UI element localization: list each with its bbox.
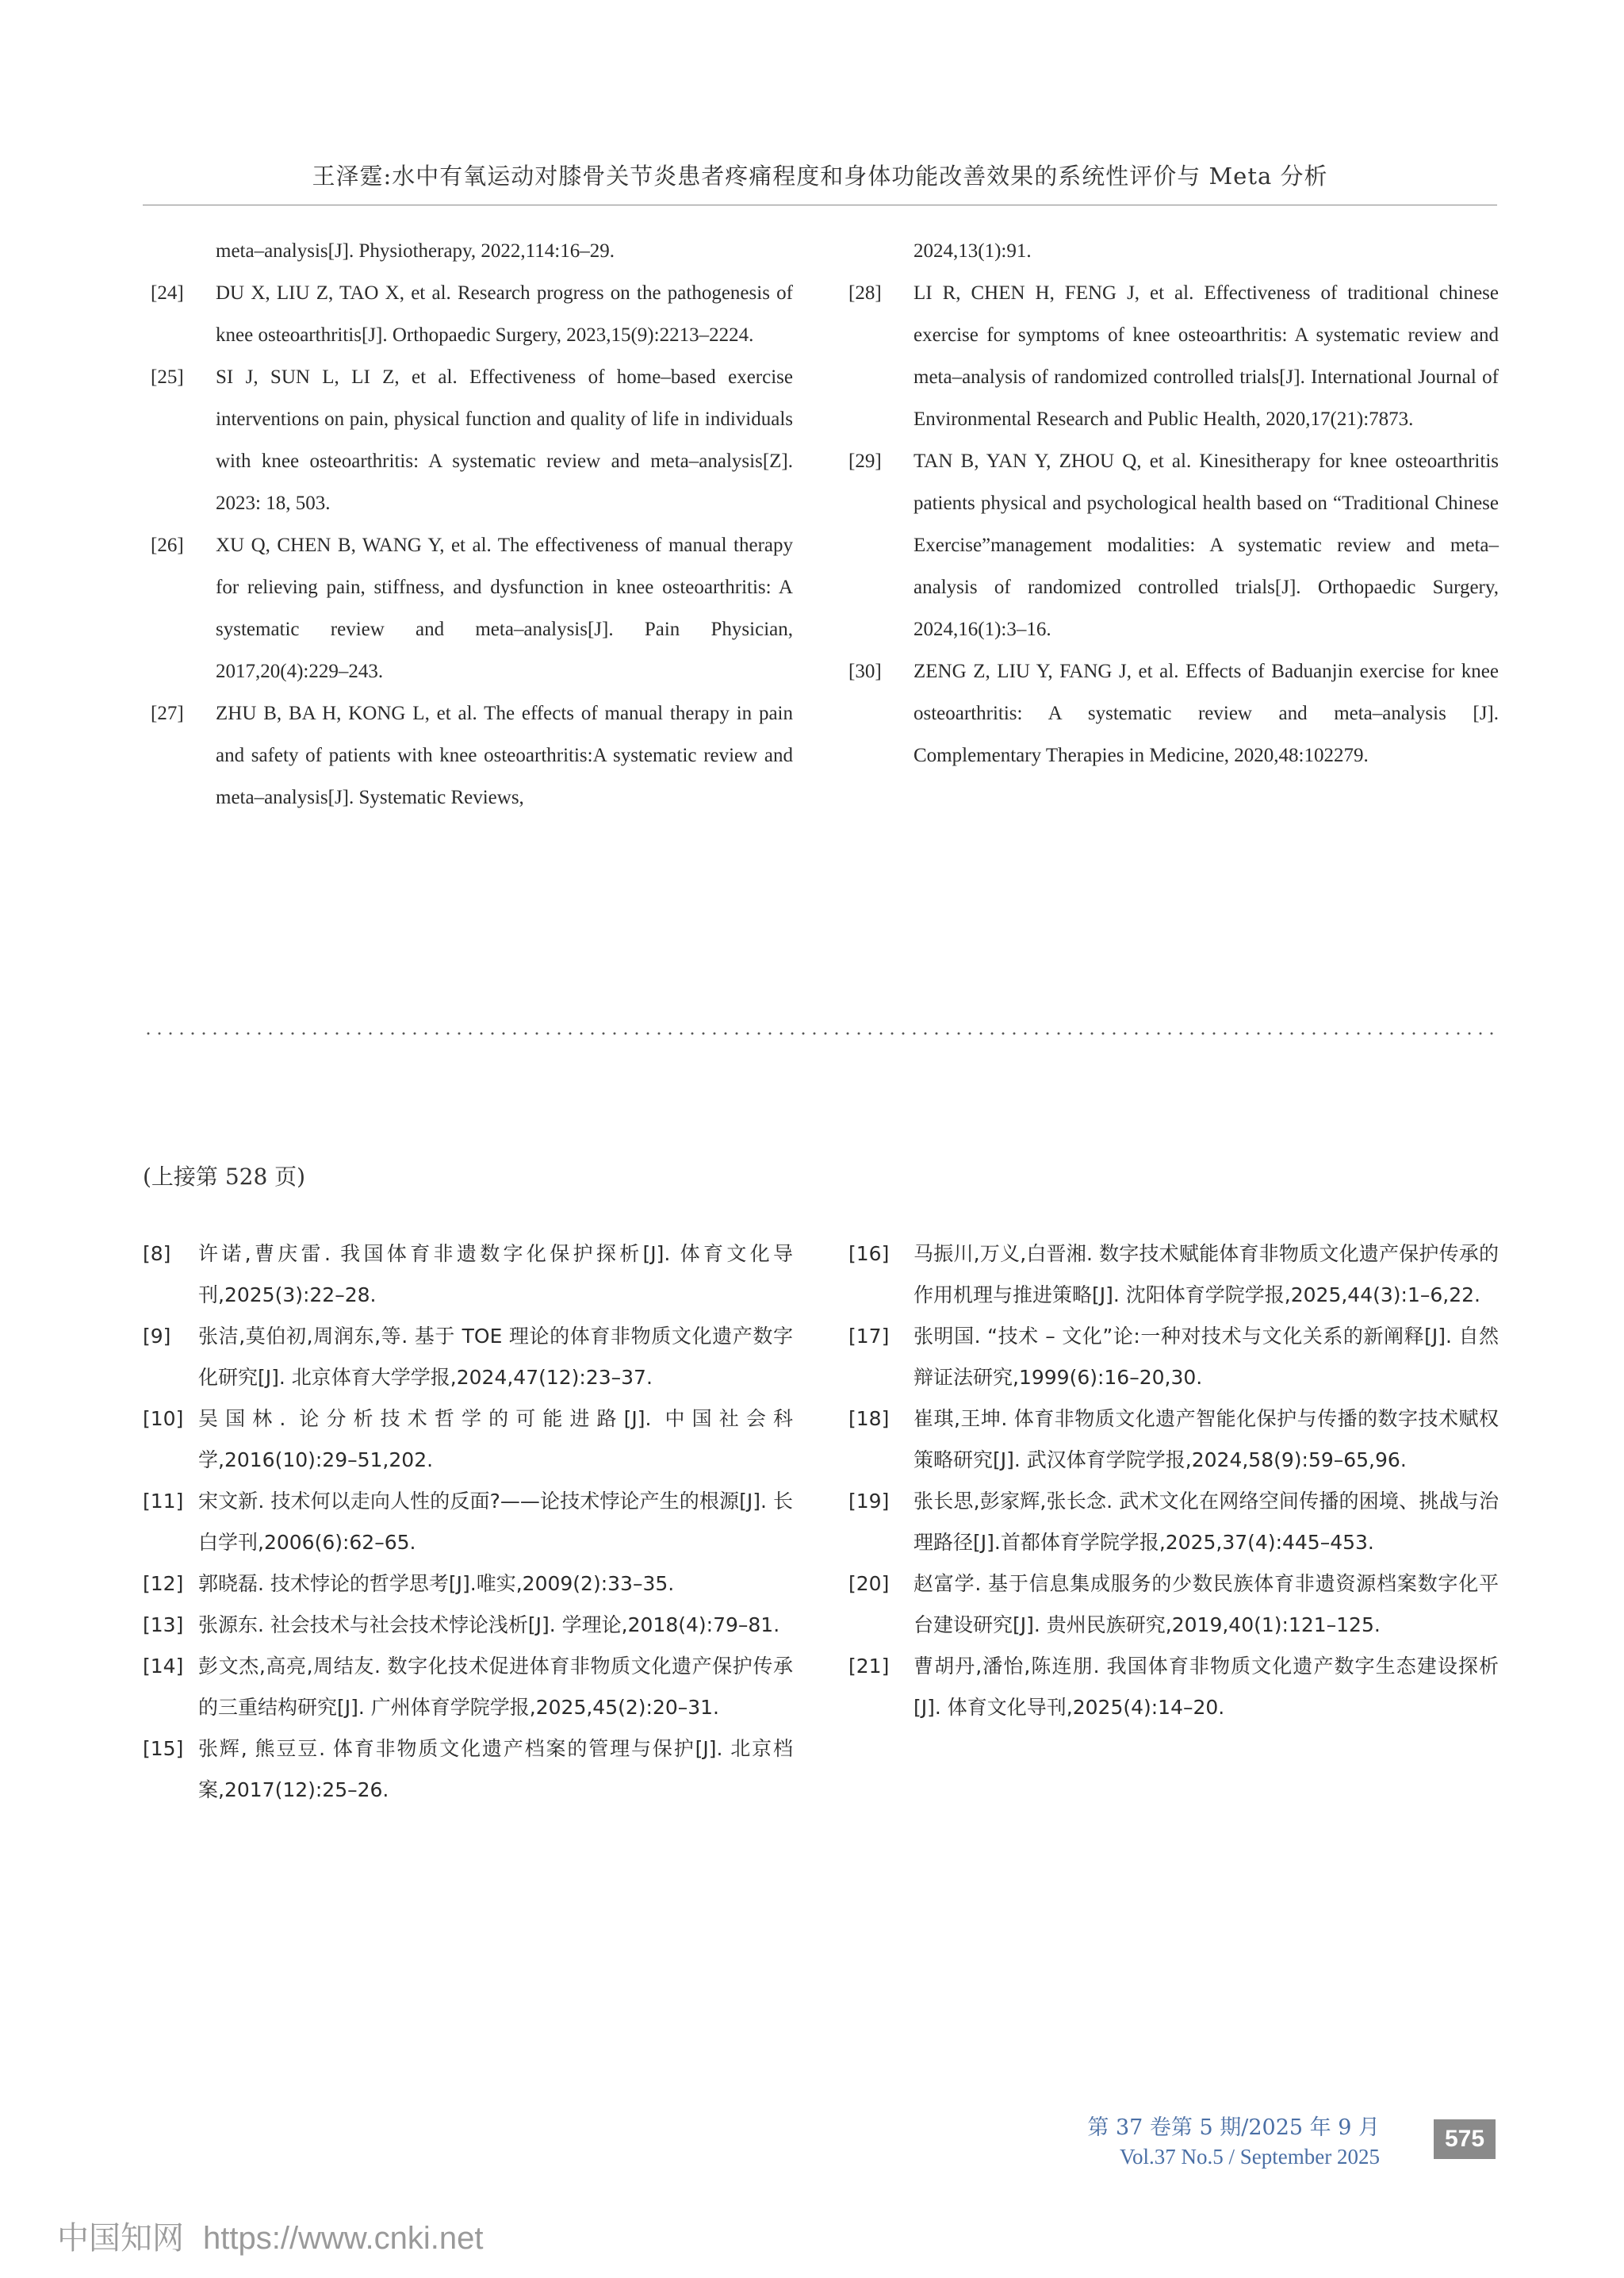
reference-text: 许诺,曹庆雷. 我国体育非遗数字化保护探析[J]. 体育文化导刊,2025(3):22–28. <box>198 1242 793 1306</box>
reference-item <box>143 1316 793 1398</box>
reference-text: 郭晓磊. 技术悖论的哲学思考[J].唯实,2009(2):33–35. <box>198 1572 675 1595</box>
reference-number: [25] <box>151 366 184 388</box>
reference-item <box>848 1646 1499 1728</box>
page-number: 575 <box>1434 2119 1496 2159</box>
reference-number: [21] <box>848 1655 890 1678</box>
watermark-brand: 中国知网 <box>57 2220 184 2257</box>
reference-number: [13] <box>143 1613 184 1636</box>
reference-number: [30] <box>848 661 882 682</box>
reference-item <box>848 1316 1499 1398</box>
reference-text: 张洁,莫伯初,周润东,等. 基于 TOE 理论的体育非物质文化遗产数字化研究[J]. 北京体育大学学报,2024,47(12):23–37. <box>198 1325 793 1389</box>
reference-item <box>151 356 793 524</box>
reference-text: 张源东. 社会技术与社会技术悖论浅析[J]. 学理论,2018(4):79–81. <box>198 1613 780 1636</box>
reference-text: ZHU B, BA H, KONG L, et al. The effects of manual therapy in pain and safety of patients with knee osteoarthritis:A systematic review and meta–analysis[J]. Systematic Reviews, <box>216 703 793 808</box>
reference-item <box>848 230 1499 272</box>
references-bottom-right <box>848 1233 1499 1728</box>
reference-number: [15] <box>143 1737 184 1760</box>
reference-number: [27] <box>151 703 184 724</box>
reference-number: [26] <box>151 535 184 556</box>
reference-number: [29] <box>848 451 882 472</box>
reference-text: DU X, LIU Z, TAO X, et al. Research progress on the pathogenesis of knee osteoarthritis[J]. Orthopaedic Surgery, 2023,15(9):2213–2224. <box>216 282 793 346</box>
reference-text: 马振川,万义,白晋湘. 数字技术赋能体育非物质文化遗产保护传承的作用机理与推进策略[J]. 沈阳体育学院学报,2025,44(3):1–6,22. <box>914 1242 1499 1306</box>
reference-item <box>151 692 793 819</box>
reference-text: 彭文杰,高亮,周结友. 数字化技术促进体育非物质文化遗产保护传承的三重结构研究[J]. 广州体育学院学报,2025,45(2):20–31. <box>198 1655 793 1719</box>
reference-text: 吴国林. 论分析技术哲学的可能进路[J]. 中国社会科学,2016(10):29–51,202. <box>198 1407 793 1471</box>
reference-number: [28] <box>848 282 882 304</box>
reference-number: [20] <box>848 1572 890 1595</box>
reference-item <box>143 1563 793 1605</box>
reference-number: [10] <box>143 1407 184 1430</box>
issue-info-chinese: 第 37 卷第 5 期/2025 年 9 月 <box>1087 2115 1380 2140</box>
reference-text: TAN B, YAN Y, ZHOU Q, et al. Kinesitherapy for knee osteoarthritis patients physical and psychological health based on “Traditional Chinese Exercise”management modalities: A systematic review and meta–analysis of randomized controlled trials[J]. Orthopaedic Surgery, 2024,16(1):3–16. <box>914 451 1499 640</box>
reference-number: [17] <box>848 1325 890 1348</box>
reference-text: SI J, SUN L, LI Z, et al. Effectiveness of home–based exercise interventions on pain, physical function and quality of life in individuals with knee osteoarthritis: A systematic review and meta–analysis[Z]. 2023: 18, 503. <box>216 366 793 514</box>
reference-item <box>848 1563 1499 1646</box>
references-top-left <box>151 230 793 819</box>
reference-item <box>848 1481 1499 1563</box>
reference-text: 张长思,彭家辉,张长念. 武术文化在网络空间传播的困境、挑战与治理路径[J].首都体育学院学报,2025,37(4):445–453. <box>914 1490 1499 1554</box>
reference-number: [12] <box>143 1572 184 1595</box>
reference-item <box>151 524 793 692</box>
reference-item <box>848 1398 1499 1481</box>
reference-text: ZENG Z, LIU Y, FANG J, et al. Effects of Baduanjin exercise for knee osteoarthritis: A systematic review and meta–analysis [J]. Complementary Therapies in Medicine, 2020,48:102279. <box>914 661 1499 766</box>
reference-text: 张明国. “技术 – 文化”论:一种对技术与文化关系的新阐释[J]. 自然辩证法研究,1999(6):16–20,30. <box>914 1325 1499 1389</box>
references-bottom-left <box>143 1233 793 1811</box>
reference-number: [8] <box>143 1242 171 1265</box>
reference-number: [18] <box>848 1407 890 1430</box>
reference-item <box>848 1233 1499 1316</box>
reference-number: [24] <box>151 282 184 304</box>
reference-item <box>151 230 793 272</box>
reference-text: XU Q, CHEN B, WANG Y, et al. The effectiveness of manual therapy for relieving pain, stiffness, and dysfunction in knee osteoarthritis: A systematic review and meta–analysis[J]. Pain Physician, 2017,20(4):229–243. <box>216 535 793 682</box>
issue-info-english: Vol.37 No.5 / September 2025 <box>1120 2145 1380 2169</box>
running-head: 王泽霆:水中有氧运动对膝骨关节炎患者疼痛程度和身体功能改善效果的系统性评价与 Meta 分析 <box>312 163 1328 190</box>
watermark-url: https://www.cnki.net <box>203 2221 484 2256</box>
section-divider <box>143 1031 1497 1036</box>
continued-from-note: (上接第 528 页) <box>143 1164 306 1190</box>
reference-text: 宋文新. 技术何以走向人性的反面?——论技术悖论产生的根源[J]. 长白学刊,2006(6):62–65. <box>198 1490 793 1554</box>
reference-item <box>143 1481 793 1563</box>
reference-item <box>143 1728 793 1811</box>
reference-text: meta–analysis[J]. Physiotherapy, 2022,114:16–29. <box>216 240 615 262</box>
reference-text: 赵富学. 基于信息集成服务的少数民族体育非遗资源档案数字化平台建设研究[J]. 贵州民族研究,2019,40(1):121–125. <box>914 1572 1499 1636</box>
reference-item <box>143 1398 793 1481</box>
reference-item <box>143 1646 793 1728</box>
reference-text: 崔琪,王坤. 体育非物质文化遗产智能化保护与传播的数字技术赋权策略研究[J]. 武汉体育学院学报,2024,58(9):59–65,96. <box>914 1407 1499 1471</box>
reference-item <box>848 650 1499 777</box>
reference-text: 2024,13(1):91. <box>914 240 1032 262</box>
reference-item <box>848 440 1499 650</box>
reference-text: LI R, CHEN H, FENG J, et al. Effectiveness of traditional chinese exercise for symptoms of knee osteoarthritis: A systematic review and meta–analysis of randomized controlled trials[J]. International Journal of Environmental Research and Public Health, 2020,17(21):7873. <box>914 282 1499 430</box>
reference-text: 曹胡丹,潘怡,陈连朋. 我国体育非物质文化遗产数字生态建设探析[J]. 体育文化导刊,2025(4):14–20. <box>914 1655 1499 1719</box>
reference-item <box>143 1605 793 1646</box>
reference-number: [9] <box>143 1325 171 1348</box>
reference-number: [11] <box>143 1490 184 1513</box>
reference-item <box>848 272 1499 440</box>
reference-item <box>143 1233 793 1316</box>
reference-number: [14] <box>143 1655 184 1678</box>
reference-number: [19] <box>848 1490 890 1513</box>
reference-text: 张辉, 熊豆豆. 体育非物质文化遗产档案的管理与保护[J]. 北京档案,2017(12):25–26. <box>198 1737 793 1801</box>
references-top-right <box>848 230 1499 777</box>
reference-item <box>151 272 793 356</box>
reference-number: [16] <box>848 1242 890 1265</box>
cnki-watermark <box>57 2213 483 2258</box>
